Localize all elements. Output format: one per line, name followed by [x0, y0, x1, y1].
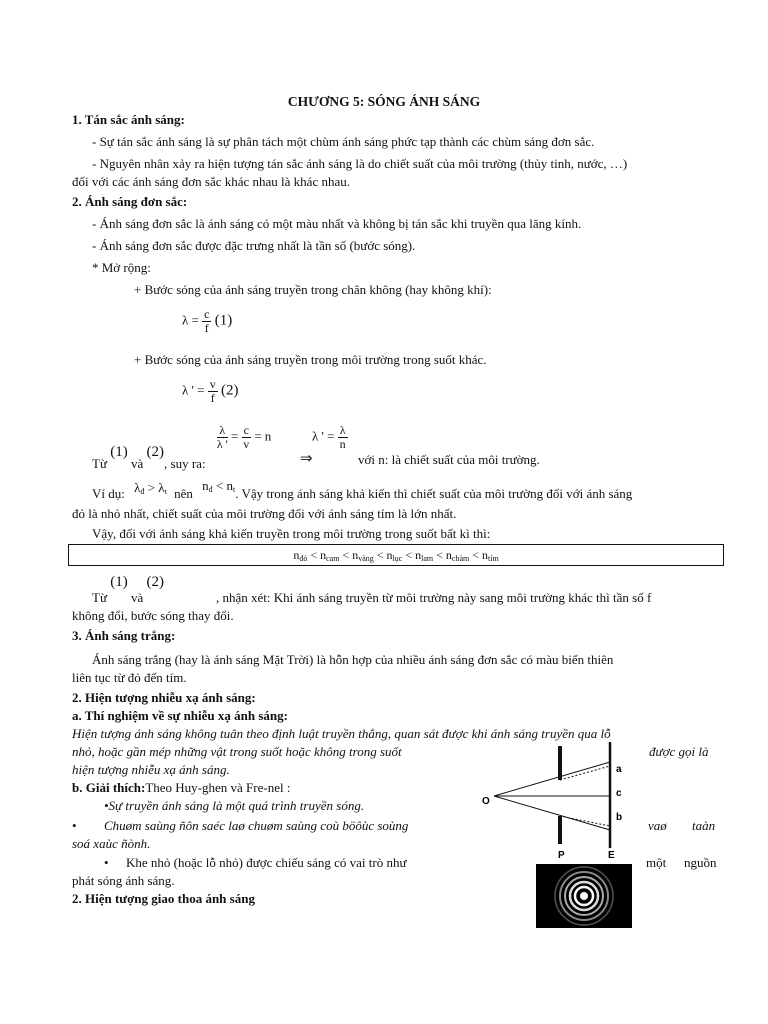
equation-ref: (1) — [110, 574, 128, 590]
bullet-item: •Sự truyền ánh sáng là một quá trình truyền sóng. — [104, 798, 365, 813]
equation-ref: (1) — [110, 444, 128, 461]
bullet-item: soá xaùc ñònh. — [72, 836, 151, 851]
formula-refracted-wavelength — [312, 424, 348, 451]
operator: < — [373, 548, 387, 562]
label-b: b — [616, 812, 623, 823]
implies-arrow: ⇒ — [300, 451, 313, 467]
section-heading-dispersion: 1. Tán sắc ánh sáng: — [72, 112, 185, 127]
bullet-item: phát sóng ánh sáng. — [72, 873, 175, 888]
index-symbol: n — [352, 548, 359, 562]
formula-lhs: λ ' = — [312, 428, 335, 444]
fraction — [338, 424, 348, 451]
operator: < — [339, 548, 353, 562]
section-heading-interference: 2. Hiện tượng giao thoa ánh sáng — [72, 891, 255, 906]
text: và — [131, 590, 144, 605]
inequality-index — [202, 478, 235, 493]
denominator: f — [210, 391, 215, 405]
bullet-item: Chuøm saùng ñôn saéc laø chuøm saùng coù böôùc soùng — [104, 818, 409, 833]
operator: < — [402, 548, 416, 562]
paragraph: đỏ là nhỏ nhất, chiết suất của môi trường đối với ánh sáng tím là lớn nhất. — [72, 506, 457, 521]
paragraph: Hiện tượng ánh sáng không tuân theo định luật truyền thẳng, quan sát được khi ánh sáng truyền qua lỗ — [72, 726, 611, 741]
index-subscript: vàng — [358, 554, 374, 563]
formula-lhs: λ = — [182, 312, 199, 328]
fraction — [202, 308, 211, 335]
inequality-wavelength — [134, 480, 167, 495]
text: nên — [174, 486, 193, 501]
bullet-item: nguồn — [684, 855, 717, 870]
label-e: E — [608, 850, 615, 861]
formula-wavelength-vacuum — [182, 308, 232, 335]
numerator: λ — [217, 424, 228, 438]
index-symbol: n — [320, 548, 327, 562]
paragraph: nhỏ, hoặc gần mép những vật trong suốt hoặc không trong suốt — [72, 744, 402, 759]
paragraph: + Bước sóng của ánh sáng truyền trong môi trường trong suốt khác. — [134, 352, 487, 367]
diffracted-ray — [560, 766, 610, 780]
label-c: c — [616, 788, 622, 799]
label-p: P — [558, 850, 565, 861]
index-symbol: n — [386, 548, 393, 562]
bullet-item: Khe nhỏ (hoặc lỗ nhỏ) được chiếu sáng có vai trò như — [126, 855, 407, 870]
formula-lhs: λ ' = — [182, 382, 205, 398]
numerator: c — [243, 423, 249, 437]
denominator: v — [243, 437, 250, 451]
bullet-item: một — [646, 855, 667, 870]
paragraph: Ánh sáng trắng (hay là ánh sáng Mặt Trời) là hỗn hợp của nhiều ánh sáng đơn sắc có màu biến thiên — [92, 652, 614, 667]
subsection-heading: b. Giải thích: — [72, 780, 146, 795]
text: . Vậy trong ánh sáng khả kiến thì chiết suất của môi trường đối với ánh sáng — [235, 486, 633, 501]
bullet-marker: • — [72, 818, 77, 833]
index-symbol: n — [415, 548, 422, 562]
bullet-item: vaø — [648, 818, 667, 833]
note-line — [92, 574, 165, 605]
explanation-line — [72, 780, 290, 796]
symbol: λ — [158, 480, 165, 495]
section-heading-white-light: 3. Ánh sáng trắng: — [72, 628, 176, 643]
label-o: O — [482, 796, 490, 807]
equation-tag: (2) — [220, 382, 239, 399]
bullet-item: taàn — [692, 818, 716, 833]
index-symbol: n — [482, 548, 488, 562]
subscript: đ — [140, 487, 145, 496]
index-subscript: lam — [421, 554, 434, 563]
operator: < — [212, 478, 227, 493]
paragraph: với n: là chiết suất của môi trường. — [358, 452, 540, 467]
numerator: λ — [339, 423, 346, 437]
equation-ref: (2) — [146, 444, 165, 461]
index-subscript: tím — [488, 554, 499, 563]
subscript: t — [232, 485, 236, 494]
subscript: đ — [208, 485, 213, 494]
index-subscript: đỏ — [299, 554, 308, 563]
denominator: λ ' — [216, 437, 228, 451]
operator: < — [433, 548, 446, 562]
formula-wavelength-medium — [182, 378, 238, 405]
page-title: CHƯƠNG 5: SÓNG ÁNH SÁNG — [287, 94, 481, 109]
paragraph: - Ánh sáng đơn sắc được đặc trưng nhất là tần số (bước sóng). — [92, 238, 416, 253]
section-heading-diffraction: 2. Hiện tượng nhiễu xạ ánh sáng: — [72, 690, 256, 705]
operator: > — [144, 480, 159, 495]
ray — [494, 762, 610, 796]
symbol: n — [226, 478, 233, 493]
paragraph: được gọi là — [649, 744, 709, 759]
section-heading-monochromatic: 2. Ánh sáng đơn sắc: — [72, 194, 188, 209]
refractive-index-order-box — [68, 544, 724, 566]
equation-tag: (1) — [214, 312, 233, 329]
extension-label: * Mở rộng: — [92, 260, 151, 275]
label-a: a — [616, 764, 622, 775]
paragraph: hiện tượng nhiễu xạ ánh sáng. — [72, 762, 230, 777]
text: , suy ra: — [164, 456, 206, 472]
index-symbol: n — [445, 548, 452, 562]
denominator: n — [339, 437, 346, 451]
operator: = — [231, 428, 239, 444]
symbol: n — [202, 478, 209, 493]
index-subscript: lục — [392, 554, 403, 563]
paragraph: - Ánh sáng đơn sắc là ánh sáng có một màu nhất và không bị tán sắc khi truyền qua lăng kính. — [92, 216, 582, 231]
fraction — [208, 378, 218, 405]
fraction — [217, 424, 228, 451]
subsection-heading: a. Thí nghiệm về sự nhiễu xạ ánh sáng: — [72, 708, 288, 723]
text: Từ — [92, 456, 107, 472]
diffraction-diagram — [478, 740, 638, 862]
operator: = n — [254, 428, 272, 444]
paragraph: - Sự tán sắc ánh sáng là sự phân tách một chùm ánh sáng phức tạp thành các chùm sáng đơn sắc. — [92, 134, 595, 149]
text: Theo Huy-ghen và Fre-nel : — [145, 780, 291, 795]
numerator: v — [209, 377, 216, 391]
paragraph: liên tục từ đỏ đến tím. — [72, 670, 187, 685]
index-symbol: n — [293, 548, 300, 562]
paragraph: đối với các ánh sáng đơn sắc khác nhau là khác nhau. — [72, 174, 350, 189]
paragraph: , nhận xét: Khi ánh sáng truyền từ môi trường này sang môi trường khác thì tần số f — [216, 590, 652, 605]
paragraph: không đổi, bước sóng thay đổi. — [72, 608, 234, 623]
operator: < — [469, 548, 482, 562]
index-subscript: chàm — [451, 554, 470, 563]
text: Từ — [92, 590, 107, 605]
equation-ref: (2) — [146, 574, 165, 590]
example-label: Ví dụ: — [92, 486, 125, 501]
paragraph: - Nguyên nhân xảy ra hiện tượng tán sắc ánh sáng là do chiết suất của môi trường (thủy tinh, nước, …) — [92, 156, 628, 171]
example-line — [92, 478, 633, 506]
text: và — [131, 456, 144, 472]
paragraph: + Bước sóng của ánh sáng truyền trong chân không (hay không khí): — [134, 282, 492, 297]
diffraction-pattern-image — [536, 864, 632, 928]
subscript: t — [164, 487, 167, 496]
denominator: f — [204, 321, 209, 335]
derivation-line — [92, 423, 272, 472]
ray — [494, 796, 610, 830]
symbol: λ — [134, 480, 141, 495]
operator: < — [307, 548, 321, 562]
index-subscript: cam — [326, 554, 340, 563]
numerator: c — [204, 307, 210, 321]
fraction — [242, 424, 251, 451]
bullet-marker: • — [104, 855, 109, 870]
paragraph: Vậy, đối với ánh sáng khả kiến truyền trong môi trường trong suốt bất kì thì: — [92, 526, 491, 541]
